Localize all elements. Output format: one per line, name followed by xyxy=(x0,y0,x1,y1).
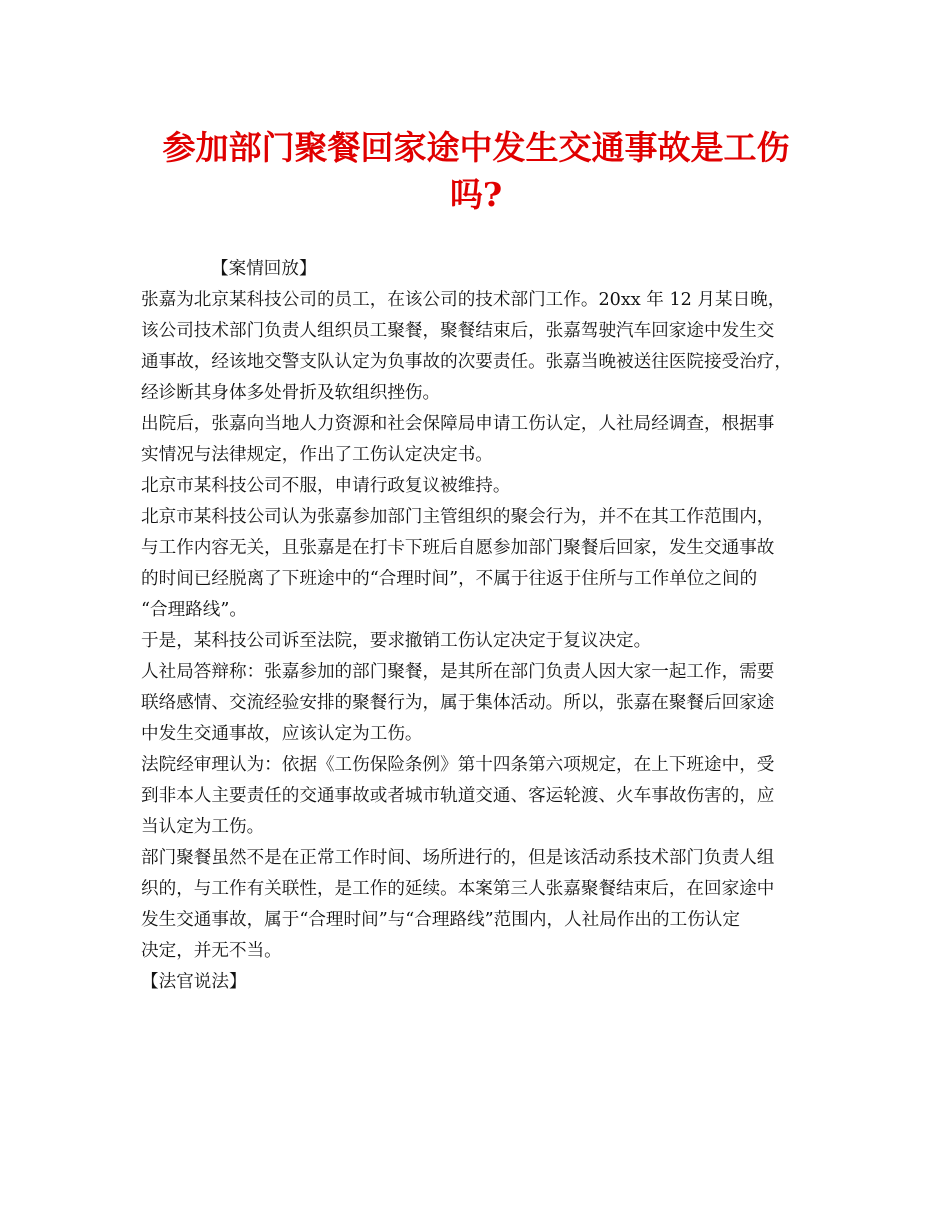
text-line: “合理路线”。 xyxy=(141,600,247,620)
text-line: 联络感情、交流经验安排的聚餐行为，属于集体活动。所以，张嘉在聚餐后回家途 xyxy=(141,693,775,713)
text-line: 于是，某科技公司诉至法院，要求撤销工伤认定决定于复议决定。 xyxy=(141,631,652,651)
text-line: 发生交通事故，属于“合理时间”与“合理路线”范围内，人社局作出的工伤认定 xyxy=(141,910,740,930)
text-line: 北京市某科技公司认为张嘉参加部门主管组织的聚会行为，并不在其工作范围内， xyxy=(141,507,775,527)
paragraph-3 xyxy=(141,471,813,502)
document-title xyxy=(140,124,812,218)
text-line: 实情况与法律规定，作出了工伤认定决定书。 xyxy=(141,445,493,465)
text-line: 决定，并无不当。 xyxy=(141,941,282,961)
text-line: 通事故，经该地交警支队认定为负事故的次要责任。张嘉当晚被送往医院接受治疗， xyxy=(141,352,792,372)
text-line: 北京市某科技公司不服，申请行政复议被维持。 xyxy=(141,476,511,496)
paragraph-4 xyxy=(141,502,813,626)
title-line-1: 参加部门聚餐回家途中发生交通事故是工伤 xyxy=(162,128,790,167)
document-body xyxy=(141,254,813,998)
text-line: 人社局答辩称：张嘉参加的部门聚餐，是其所在部门负责人因大家一起工作，需要 xyxy=(141,662,775,682)
text-line: 的时间已经脱离了下班途中的“合理时间”，不属于往返于住所与工作单位之间的 xyxy=(141,569,758,589)
paragraph-5 xyxy=(141,626,813,657)
paragraph-6 xyxy=(141,657,813,750)
text-line: 部门聚餐虽然不是在正常工作时间、场所进行的，但是该活动系技术部门负责人组 xyxy=(141,848,775,868)
text-line: 当认定为工伤。 xyxy=(141,817,265,837)
paragraph-1 xyxy=(141,285,813,409)
text-line: 织的，与工作有关联性，是工作的延续。本案第三人张嘉聚餐结束后，在回家途中 xyxy=(141,879,775,899)
text-line: 该公司技术部门负责人组织员工聚餐，聚餐结束后，张嘉驾驶汽车回家途中发生交 xyxy=(141,321,775,341)
paragraph-8 xyxy=(141,843,813,967)
text-line: 法院经审理认为：依据《工伤保险条例》第十四条第六项规定，在上下班途中，受 xyxy=(141,755,775,775)
text-line: 到非本人主要责任的交通事故或者城市轨道交通、客运轮渡、火车事故伤害的，应 xyxy=(141,786,775,806)
text-line: 中发生交通事故，应该认定为工伤。 xyxy=(141,724,423,744)
text-line: 张嘉为北京某科技公司的员工，在该公司的技术部门工作。20xx 年 12 月某日晚， xyxy=(141,290,786,310)
section-heading-judge: 【法官说法】 xyxy=(141,972,247,992)
text-line: 与工作内容无关，且张嘉是在打卡下班后自愿参加部门聚餐后回家，发生交通事故 xyxy=(141,538,775,558)
paragraph-2 xyxy=(141,409,813,471)
title-line-2: 吗? xyxy=(449,175,503,214)
paragraph-7 xyxy=(141,750,813,843)
text-line: 经诊断其身体多处骨折及软组织挫伤。 xyxy=(141,383,441,403)
text-line: 出院后，张嘉向当地人力资源和社会保障局申请工伤认定，人社局经调查，根据事 xyxy=(141,414,775,434)
section-heading-case: 【案情回放】 xyxy=(211,259,317,279)
